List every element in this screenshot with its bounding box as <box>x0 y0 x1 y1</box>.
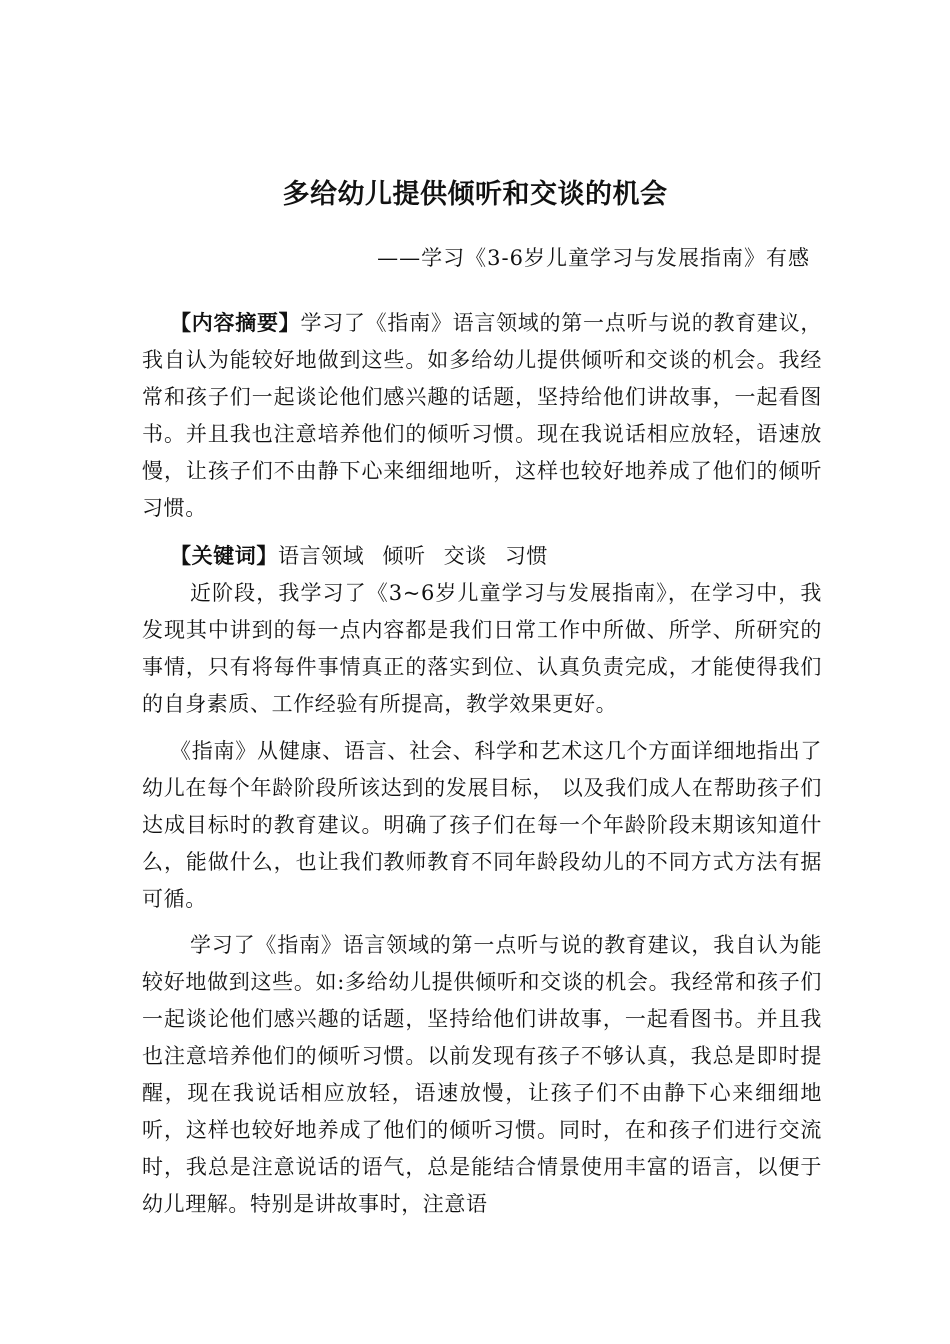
keyword-item: 语言领域 <box>278 544 365 568</box>
abstract-label: 【内容摘要】 <box>170 311 301 335</box>
keywords-label: 【关键词】 <box>170 544 278 568</box>
keyword-item: 习惯 <box>504 544 549 568</box>
keywords-line <box>142 538 822 578</box>
abstract-text: 学习了《指南》语言领域的第一点听与说的教育建议，我自认为能较好地做到这些。如多给幼儿提供倾听和交谈的机会。我经常和孩子们一起谈论他们感兴趣的话题，坚持给他们讲故事，一起看图书。并且我也注意培养他们的倾听习惯。现在我说话相应放轻，语速放慢，让孩子们不由静下心来细细地听，这样也较好地养成了他们的倾听习惯。 <box>142 311 822 520</box>
body-paragraph: 《指南》从健康、语言、社会、科学和艺术这几个方面详细地指出了幼儿在每个年龄阶段所该达到的发展目标， 以及我们成人在帮助孩子们达成目标时的教育建议。明确了孩子们在每一个年龄阶段末期该知道什么，能做什么，也让我们教师教育不同年龄段幼儿的不同方式方法有据可循。 <box>142 739 822 911</box>
document-title: 多给幼儿提供倾听和交谈的机会 <box>282 179 668 210</box>
keyword-item: 倾听 <box>382 544 426 568</box>
body-paragraph: 学习了《指南》语言领域的第一点听与说的教育建议，我自认为能较好地做到这些。如:多给幼儿提供倾听和交谈的机会。我经常和孩子们一起谈论他们感兴趣的话题，坚持给他们讲故事，一起看图书。并且我也注意培养他们的倾听习惯。以前发现有孩子不够认真，我总是即时提醒，现在我说话相应放轻，语速放慢，让孩子们不由静下心来细细地听，这样也较好地养成了他们的倾听习惯。同时，在和孩子们进行交流时，我总是注意说话的语气，总是能结合情景使用丰富的语言，以便于幼儿理解。特别是讲故事时，注意语 <box>142 933 822 1216</box>
body-paragraph: 近阶段，我学习了《3~6岁儿童学习与发展指南》，在学习中，我发现其中讲到的每一点内容都是我们日常工作中所做、所学、所研究的事情，只有将每件事情真正的落实到位、认真负责完成，才能使得我们的自身素质、工作经验有所提高，教学效果更好。 <box>142 581 822 716</box>
keyword-item: 交谈 <box>443 544 487 568</box>
document-subtitle: ——学习《3-6岁儿童学习与发展指南》有感 <box>377 246 810 270</box>
abstract-paragraph <box>142 305 822 535</box>
